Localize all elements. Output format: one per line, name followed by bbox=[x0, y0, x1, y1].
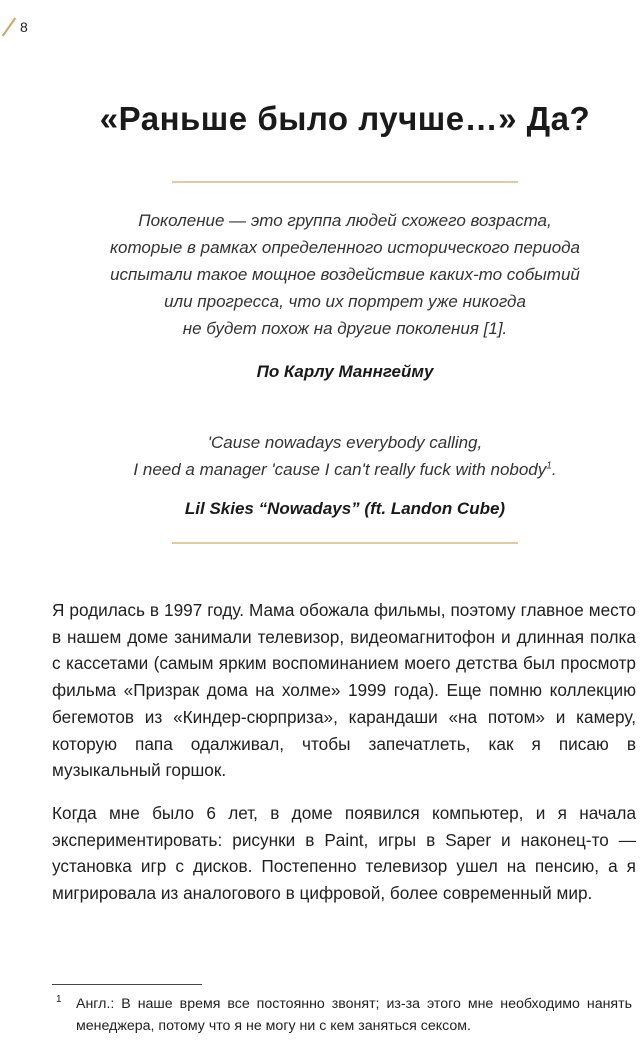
footnote-divider bbox=[52, 984, 202, 985]
page-number-block bbox=[8, 14, 28, 40]
divider-bottom bbox=[172, 542, 518, 544]
epigraph-2-line-1: 'Cause nowadays everybody calling, bbox=[207, 433, 483, 452]
epigraph-1-line-4: или прогресса, что их портрет уже никогда bbox=[164, 292, 526, 311]
epigraph-quote-1 bbox=[60, 207, 630, 342]
epigraph-2-attribution: Lil Skies “Nowadays” (ft. Landon Cube) bbox=[184, 499, 506, 518]
epigraph-1-attribution: По Карлу Маннгейму bbox=[256, 362, 434, 381]
epigraph-1-line-3: испытали такое мощное воздействие каких-то событий bbox=[110, 265, 580, 284]
page-slash-decoration bbox=[2, 17, 16, 36]
footnote-marker: 1 bbox=[56, 994, 62, 1005]
epigraph-1-line-1: Поколение — это группа людей схожего возраста, bbox=[138, 211, 552, 230]
body-paragraph-2: Когда мне было 6 лет, в доме появился компьютер, и я начала экспериментировать: рисунки в Paint, игры в Saper и наконец-то — установка игр с дисков. Постепенно телевизор ушел на пенсию, а я мигрировала из аналогового в цифровой, более современный мир. bbox=[52, 803, 636, 904]
footnote-ref: 1 bbox=[546, 460, 552, 472]
page-number: 8 bbox=[20, 19, 28, 35]
footnote bbox=[52, 993, 636, 1037]
epigraph-1-line-2: которые в рамках определенного исторического периода bbox=[109, 238, 581, 257]
chapter-title: «Раньше было лучше…» Да? bbox=[99, 100, 591, 137]
epigraph-1-line-5: не будет похож на другие поколения [1]. bbox=[182, 319, 508, 338]
divider-top bbox=[172, 181, 518, 183]
epigraph-2-line-2: I need a manager 'cause I can't really fuck with nobody bbox=[133, 460, 547, 479]
body-paragraph-1: Я родилась в 1997 году. Мама обожала фильмы, поэтому главное место в нашем доме занимали телевизор, видеомагнитофон и длинная полка с кассетами (самым ярким воспоминанием моего детства был просмотр фильма «Призрак дома на холме» 1999 года). Еще помню коллекцию бегемотов из «Киндер-сюрприза», карандаши «на потом» и камеру, которую папа одалживал, чтобы запечатлеть, как я писаю в музыкальный горшок. bbox=[52, 600, 636, 781]
epigraph-2-line-end: . bbox=[551, 460, 557, 479]
footnote-text: Англ.: В наше время все постоянно звонят; из-за этого мне необходимо нанять менеджера, потому что я не могу ни с кем заняться сексом. bbox=[76, 996, 632, 1034]
epigraph-quote-2 bbox=[60, 429, 630, 483]
